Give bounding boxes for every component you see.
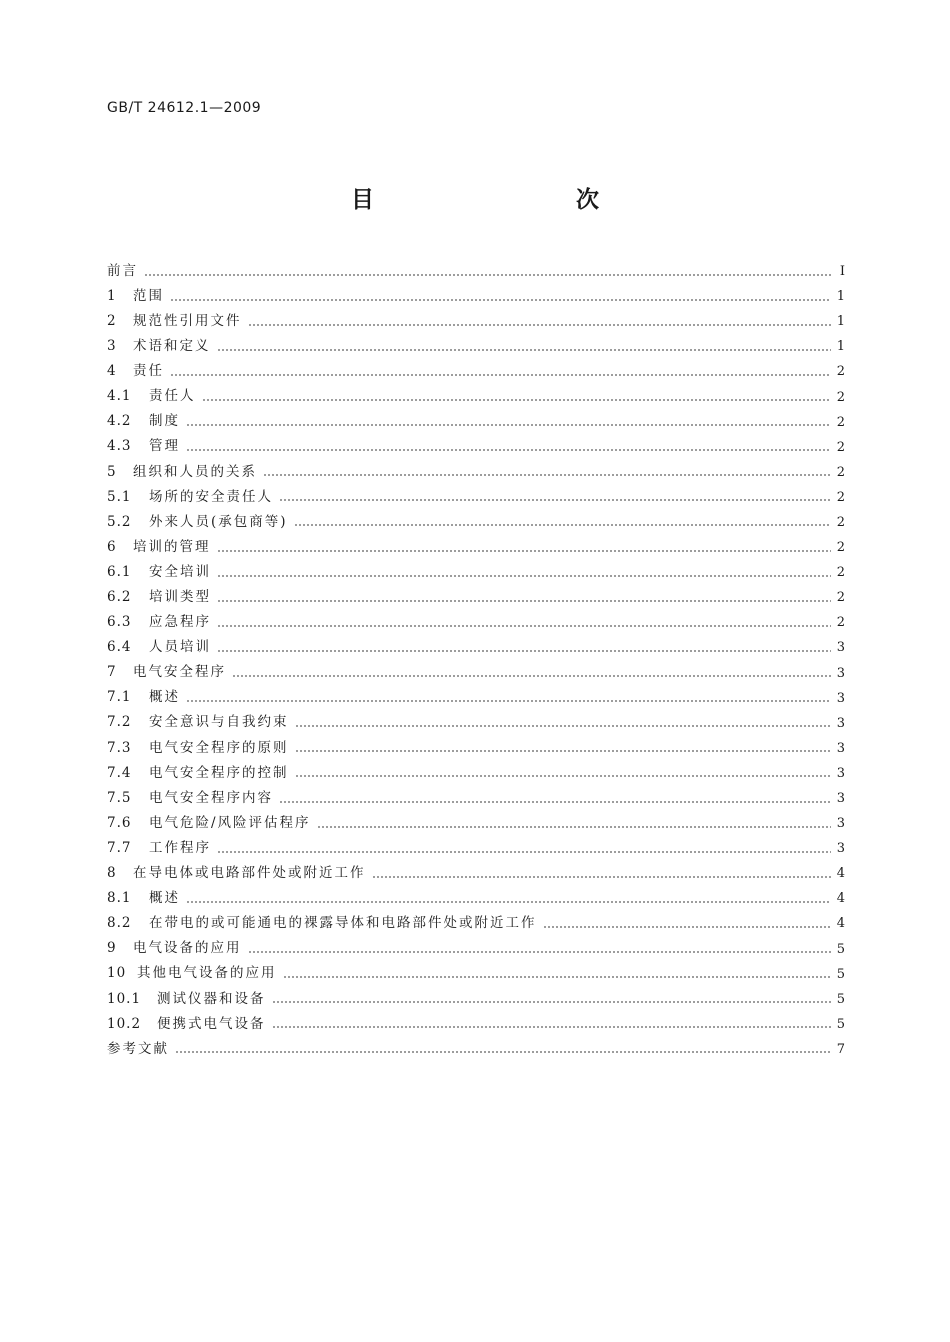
toc-dot-leader — [186, 901, 831, 903]
toc-entry-title: 概述 — [149, 689, 180, 706]
toc-dot-leader — [170, 299, 831, 301]
toc-dot-leader — [279, 801, 831, 803]
toc-dot-leader — [295, 725, 832, 727]
toc-entry-title: 前言 — [107, 262, 138, 279]
toc-entry-page: 3 — [836, 715, 845, 731]
toc-entry-number: 8 — [107, 865, 117, 882]
toc-entry-number: 4.3 — [107, 438, 132, 455]
toc-entry-number: 10 — [107, 965, 127, 982]
toc-dot-leader — [202, 399, 832, 401]
toc-entry-title: 在导电体或电路部件处或附近工作 — [133, 865, 366, 882]
toc-dot-leader — [170, 374, 831, 376]
toc-dot-leader — [232, 675, 831, 677]
toc-entry-title: 责任人 — [149, 388, 196, 405]
toc-entry-page: 3 — [836, 841, 845, 857]
toc-entry-number: 1 — [107, 287, 117, 304]
toc-entry[interactable] — [107, 485, 845, 510]
toc-entry-title: 电气设备的应用 — [133, 940, 242, 957]
toc-entry[interactable] — [107, 786, 845, 811]
toc-entry[interactable] — [107, 610, 845, 635]
toc-entry-page: 3 — [836, 690, 845, 706]
toc-entry-page: 2 — [836, 364, 845, 380]
toc-entry-title: 电气安全程序 — [133, 664, 226, 681]
table-of-contents — [107, 259, 845, 1062]
toc-entry-page: 2 — [836, 414, 845, 430]
toc-entry-page: 2 — [836, 489, 845, 505]
toc-entry[interactable] — [107, 284, 845, 309]
toc-dot-leader — [543, 926, 832, 928]
toc-entry[interactable] — [107, 811, 845, 836]
toc-entry-page: 1 — [836, 314, 845, 330]
toc-dot-leader — [144, 274, 831, 276]
toc-entry-number: 5.1 — [107, 488, 132, 505]
toc-entry[interactable] — [107, 886, 845, 911]
toc-entry-title: 培训的管理 — [133, 538, 211, 555]
toc-entry-title: 组织和人员的关系 — [133, 463, 257, 480]
toc-dot-leader — [279, 499, 831, 501]
toc-entry-title: 人员培训 — [149, 639, 211, 656]
toc-entry-title: 概述 — [149, 890, 180, 907]
toc-entry-page: 5 — [836, 991, 845, 1007]
toc-entry[interactable] — [107, 410, 845, 435]
toc-entry-page: 5 — [836, 966, 845, 982]
toc-entry-title: 其他电气设备的应用 — [137, 965, 277, 982]
toc-entry-page: 3 — [836, 640, 845, 656]
toc-entry-page: 5 — [836, 1016, 845, 1032]
toc-entry[interactable] — [107, 736, 845, 761]
toc-dot-leader — [175, 1051, 831, 1053]
toc-entry[interactable] — [107, 937, 845, 962]
toc-entry[interactable] — [107, 987, 845, 1012]
toc-entry-number: 6.3 — [107, 614, 132, 631]
toc-entry-page: 1 — [836, 339, 845, 355]
toc-entry-title: 安全培训 — [149, 563, 211, 580]
toc-entry-page: 3 — [836, 765, 845, 781]
toc-entry-page: 2 — [836, 464, 845, 480]
toc-dot-leader — [186, 449, 831, 451]
toc-entry[interactable] — [107, 836, 845, 861]
toc-entry[interactable] — [107, 861, 845, 886]
toc-entry-title: 测试仪器和设备 — [157, 990, 266, 1007]
toc-dot-leader — [317, 826, 831, 828]
toc-entry-number: 6.4 — [107, 639, 132, 656]
toc-entry-title: 便携式电气设备 — [157, 1015, 266, 1032]
toc-entry-title: 管理 — [149, 438, 180, 455]
toc-entry-title: 安全意识与自我约束 — [149, 714, 289, 731]
toc-entry[interactable] — [107, 535, 845, 560]
toc-entry-number: 7.1 — [107, 689, 132, 706]
toc-entry-title: 责任 — [133, 363, 164, 380]
toc-entry-title: 参考文献 — [107, 1040, 169, 1057]
toc-entry[interactable] — [107, 711, 845, 736]
toc-entry-number: 6.2 — [107, 589, 132, 606]
toc-entry-number: 7.4 — [107, 764, 132, 781]
toc-entry-number: 4 — [107, 363, 117, 380]
toc-entry-title: 电气安全程序的控制 — [149, 764, 289, 781]
toc-entry-page: 2 — [836, 565, 845, 581]
toc-entry-page: 3 — [836, 791, 845, 807]
toc-dot-leader — [217, 851, 831, 853]
toc-entry[interactable] — [107, 962, 845, 987]
toc-entry-number: 7.2 — [107, 714, 132, 731]
toc-entry-number: 8.1 — [107, 890, 132, 907]
toc-entry-page: Ⅰ — [839, 264, 845, 280]
toc-dot-leader — [217, 575, 831, 577]
toc-entry[interactable] — [107, 911, 845, 936]
toc-entry-title: 外来人员(承包商等) — [149, 513, 288, 530]
toc-entry-page: 3 — [836, 816, 845, 832]
toc-entry[interactable] — [107, 384, 845, 409]
toc-dot-leader — [294, 524, 831, 526]
toc-entry[interactable] — [107, 585, 845, 610]
toc-entry[interactable] — [107, 334, 845, 359]
toc-entry-page: 4 — [836, 916, 845, 932]
toc-dot-leader — [263, 474, 831, 476]
toc-entry[interactable] — [107, 460, 845, 485]
toc-entry-number: 5.2 — [107, 513, 132, 530]
toc-entry-number: 9 — [107, 940, 117, 957]
toc-entry[interactable] — [107, 560, 845, 585]
toc-entry-title: 电气安全程序内容 — [149, 789, 273, 806]
toc-entry-title: 范围 — [133, 287, 164, 304]
toc-entry-number: 6 — [107, 538, 117, 555]
toc-entry-number: 3 — [107, 338, 117, 355]
toc-dot-leader — [217, 550, 832, 552]
toc-entry-title: 场所的安全责任人 — [149, 488, 273, 505]
toc-entry-title: 规范性引用文件 — [133, 312, 242, 329]
toc-entry-title: 在带电的或可能通电的裸露导体和电路部件处或附近工作 — [149, 915, 537, 932]
page-title: 目 次 — [351, 187, 651, 213]
toc-entry-page: 2 — [836, 389, 845, 405]
toc-dot-leader — [217, 600, 831, 602]
toc-dot-leader — [248, 324, 832, 326]
toc-entry[interactable] — [107, 761, 845, 786]
toc-entry-page: 4 — [836, 891, 845, 907]
toc-entry-number: 7.3 — [107, 739, 132, 756]
toc-entry[interactable] — [107, 1037, 845, 1062]
toc-entry-number: 8.2 — [107, 915, 132, 932]
standard-code: GB/T 24612.1—2009 — [107, 100, 262, 116]
toc-dot-leader — [217, 349, 832, 351]
toc-entry[interactable] — [107, 359, 845, 384]
toc-dot-leader — [295, 775, 832, 777]
toc-entry-title: 电气安全程序的原则 — [149, 739, 289, 756]
toc-entry-page: 3 — [836, 665, 845, 681]
toc-entry-number: 6.1 — [107, 563, 132, 580]
toc-dot-leader — [372, 876, 832, 878]
toc-entry[interactable] — [107, 309, 845, 334]
toc-entry-number: 10.2 — [107, 1015, 142, 1032]
toc-entry-title: 培训类型 — [149, 589, 211, 606]
toc-entry[interactable] — [107, 1012, 845, 1037]
toc-entry-page: 2 — [836, 590, 845, 606]
toc-entry-page: 2 — [836, 540, 845, 556]
toc-dot-leader — [217, 650, 831, 652]
toc-entry-number: 4.1 — [107, 388, 132, 405]
toc-entry-number: 7 — [107, 664, 117, 681]
toc-entry-page: 5 — [836, 941, 845, 957]
toc-entry[interactable] — [107, 661, 845, 686]
toc-entry-number: 5 — [107, 463, 117, 480]
toc-dot-leader — [186, 700, 831, 702]
toc-entry-title: 工作程序 — [149, 839, 211, 856]
toc-dot-leader — [283, 976, 832, 978]
toc-entry-page: 4 — [836, 866, 845, 882]
toc-entry-page: 7 — [836, 1041, 845, 1057]
toc-entry[interactable] — [107, 435, 845, 460]
toc-entry-title: 制度 — [149, 413, 180, 430]
toc-entry-page: 2 — [836, 439, 845, 455]
toc-dot-leader — [272, 1026, 832, 1028]
toc-entry-title: 应急程序 — [149, 614, 211, 631]
toc-dot-leader — [248, 951, 832, 953]
toc-entry[interactable] — [107, 510, 845, 535]
toc-entry[interactable] — [107, 635, 845, 660]
toc-entry-number: 4.2 — [107, 413, 132, 430]
toc-entry-number: 7.7 — [107, 839, 132, 856]
toc-dot-leader — [295, 750, 832, 752]
toc-entry-number: 7.5 — [107, 789, 132, 806]
toc-entry-number: 2 — [107, 312, 117, 329]
toc-entry-title: 术语和定义 — [133, 338, 211, 355]
toc-entry-page: 3 — [836, 740, 845, 756]
toc-entry[interactable] — [107, 686, 845, 711]
toc-dot-leader — [186, 424, 831, 426]
toc-entry-page: 2 — [836, 615, 845, 631]
toc-dot-leader — [217, 625, 831, 627]
toc-entry-number: 10.1 — [107, 990, 142, 1007]
toc-entry-title: 电气危险/风险评估程序 — [149, 814, 311, 831]
toc-entry-number: 7.6 — [107, 814, 132, 831]
toc-entry-page: 2 — [836, 514, 845, 530]
toc-dot-leader — [272, 1001, 832, 1003]
toc-entry-page: 1 — [836, 289, 845, 305]
toc-entry[interactable] — [107, 259, 845, 284]
